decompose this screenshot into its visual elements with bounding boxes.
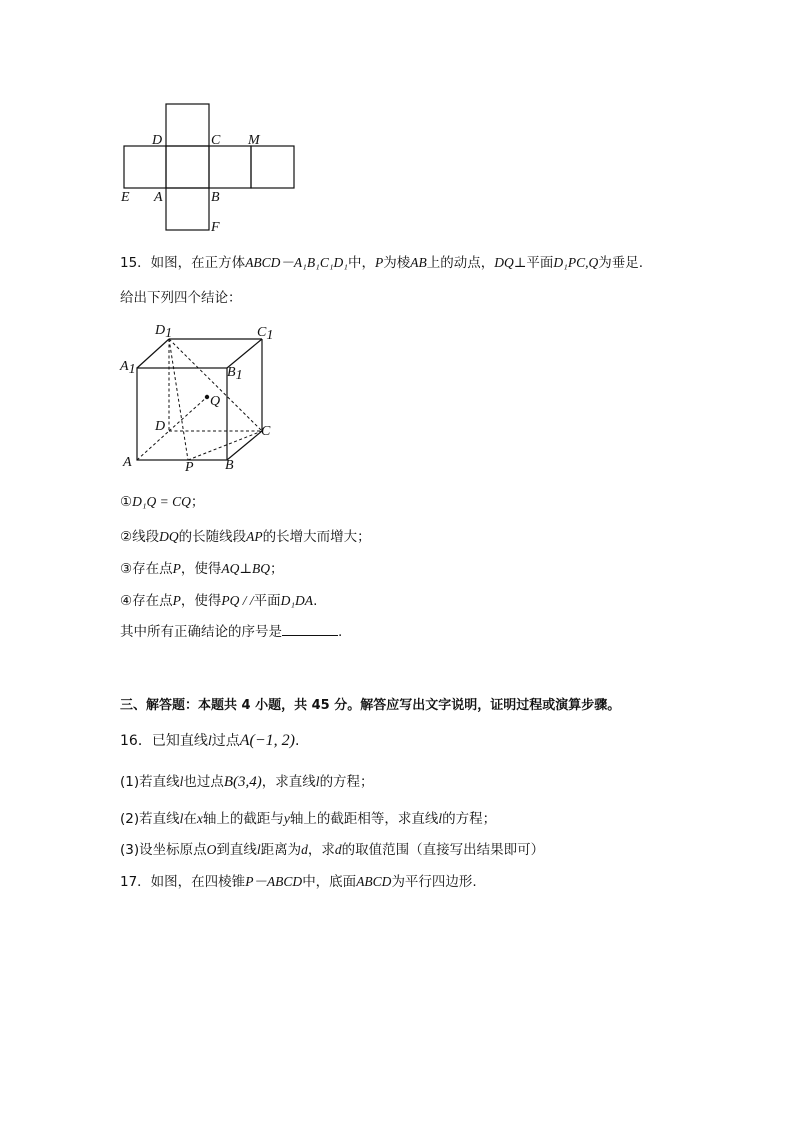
statement-4: ④存在点P，使得PQ / /平面D₁DA.: [120, 593, 318, 609]
q16-sub-2: (2)若直线l在x轴上的截距与y轴上的截距相等，求直线l的方程；: [120, 811, 497, 827]
net-label-e: E: [121, 190, 130, 205]
cube-label-a: A: [123, 455, 132, 470]
net-label-b: B: [211, 190, 220, 205]
cube-figure: [115, 318, 285, 476]
net-label-d: D: [152, 133, 163, 148]
cube-label-c: C: [261, 424, 271, 439]
cube-label-d1: D1: [155, 323, 173, 341]
q16-sub-1: (1)若直线l也过点B(3,4)，求直线l的方程；: [120, 774, 374, 790]
point-q-dot: [205, 395, 209, 399]
cube-label-c1: C1: [257, 325, 274, 343]
net-label-c: C: [211, 133, 221, 148]
q15-stem-line2: 给出下列四个结论：: [120, 290, 242, 306]
statement-2: ②线段DQ的长随线段AP的长增大而增大；: [120, 529, 371, 545]
q16-stem: 16．已知直线l过点A(−1, 2).: [120, 732, 300, 749]
q16-sub-3: (3)设坐标原点O到直线l距离为d，求d的取值范围（直接写出结果即可）: [120, 842, 545, 858]
cube-label-a1: A1: [120, 359, 136, 377]
cube-label-p: P: [185, 460, 194, 475]
cube-net-figure: [110, 98, 310, 238]
net-label-f: F: [211, 220, 220, 235]
statement-3: ③存在点P，使得AQ⊥BQ；: [120, 561, 284, 577]
q17-stem: 17．如图，在四棱锥P－ABCD中，底面ABCD为平行四边形.: [120, 874, 477, 890]
net-label-a: A: [154, 190, 163, 205]
cube-label-b1: B1: [227, 365, 243, 383]
q15-stem-line1: 15．如图，在正方体ABCD－A₁B₁C₁D₁中，P为棱AB上的动点，DQ⊥平面D₁PC,Q为垂足.: [120, 255, 644, 271]
answer-blank[interactable]: [282, 623, 338, 636]
statement-1: ①D₁Q = CQ；: [120, 494, 205, 510]
section-3-title: 三、解答题：本题共 4 小题，共 45 分。解答应写出文字说明，证明过程或演算步骤。: [120, 698, 621, 713]
cube-label-b: B: [225, 458, 234, 473]
cube-label-q: Q: [210, 394, 221, 409]
net-label-m: M: [248, 133, 260, 148]
cube-label-d: D: [155, 419, 166, 434]
q15-ask: 其中所有正确结论的序号是 .: [120, 624, 343, 640]
